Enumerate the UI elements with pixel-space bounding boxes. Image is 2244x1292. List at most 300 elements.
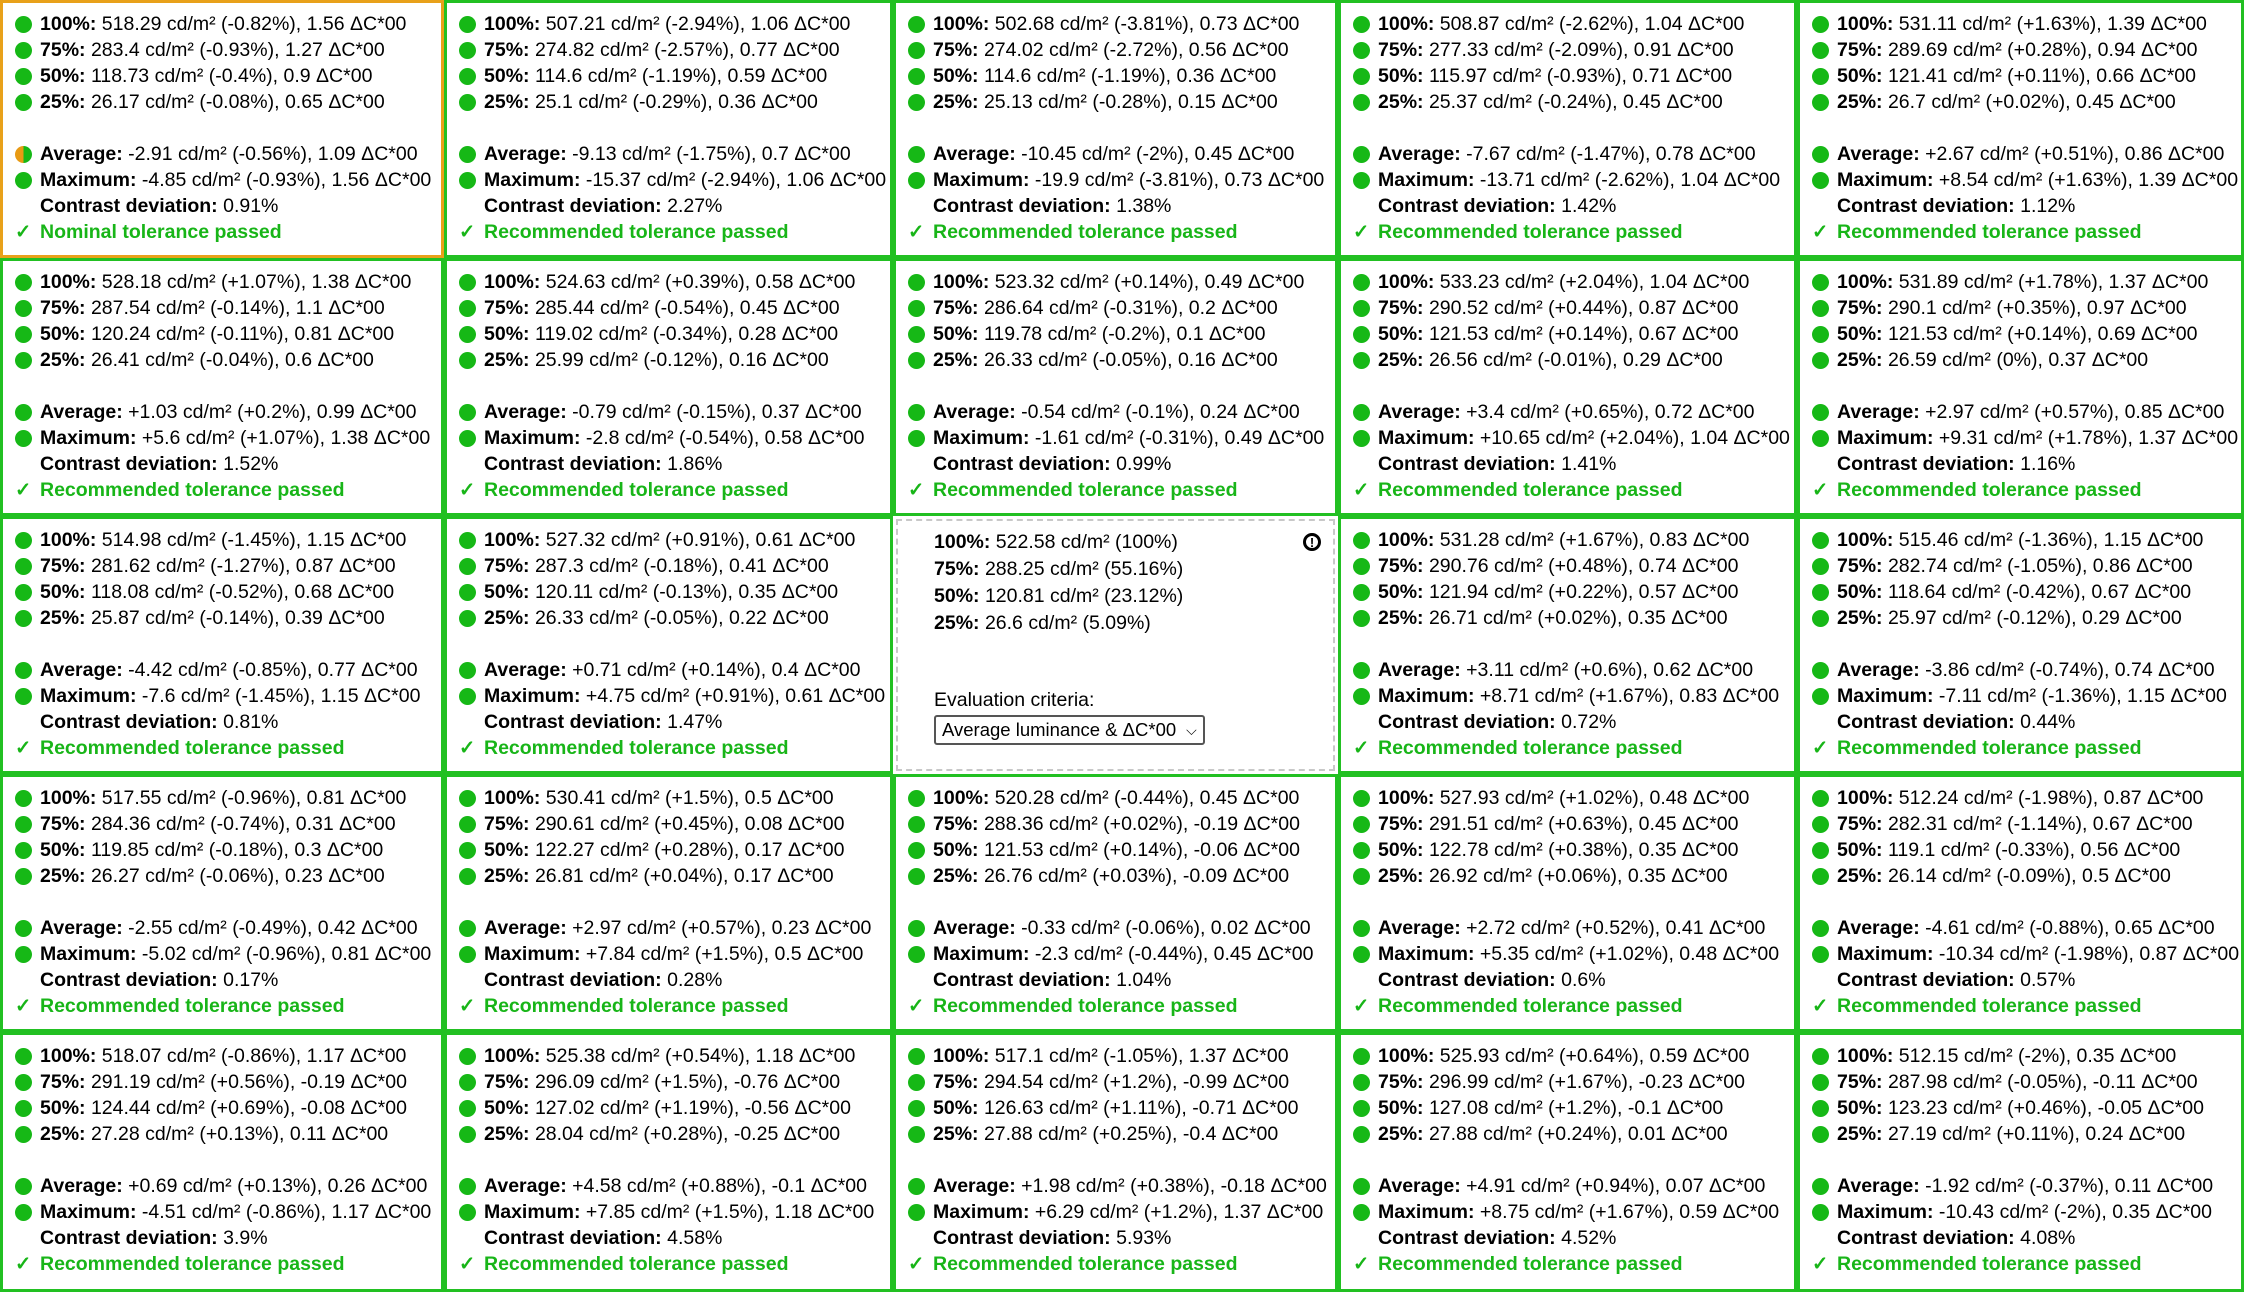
row-100 xyxy=(1353,785,1794,811)
average-value: -0.33 cd/m² (-0.06%), 0.02 ΔC*00 xyxy=(1021,917,1311,939)
status-dot-icon xyxy=(15,946,32,963)
status-dot-icon xyxy=(908,146,925,163)
row-25-value: 26.41 cd/m² (-0.04%), 0.6 ΔC*00 xyxy=(90,349,374,371)
row-75-label: 75%: xyxy=(933,39,979,61)
tolerance-status xyxy=(15,993,441,1019)
row-50-label: 50%: xyxy=(933,65,979,87)
contrast-row xyxy=(459,709,890,735)
check-icon: ✓ xyxy=(459,1253,476,1275)
tolerance-status xyxy=(1353,477,1794,503)
maximum-value: +7.85 cd/m² (+1.5%), 1.18 ΔC*00 xyxy=(585,1201,875,1223)
row-75 xyxy=(908,1069,1335,1095)
row-50 xyxy=(459,579,890,605)
row-50-label: 50%: xyxy=(1378,581,1424,603)
row-100-label: 100%: xyxy=(40,13,97,35)
row-50 xyxy=(1353,63,1794,89)
row-100-label: 100%: xyxy=(1378,529,1435,551)
status-dot-icon xyxy=(459,326,476,343)
row-100-value: 523.32 cd/m² (+0.14%), 0.49 ΔC*00 xyxy=(994,271,1305,293)
info-icon[interactable]: ! xyxy=(1303,533,1321,551)
row-100-label: 100%: xyxy=(40,529,97,551)
row-25-label: 25%: xyxy=(1837,1123,1883,1145)
average-row xyxy=(459,657,890,683)
row-75-value: 290.52 cd/m² (+0.44%), 0.87 ΔC*00 xyxy=(1428,297,1739,319)
status-dot-icon xyxy=(1353,326,1370,343)
maximum-label: Maximum: xyxy=(484,169,581,191)
row-75 xyxy=(908,295,1335,321)
row-100-value: 533.23 cd/m² (+2.04%), 1.04 ΔC*00 xyxy=(1439,271,1750,293)
status-dot-icon xyxy=(1353,946,1370,963)
tolerance-status xyxy=(15,477,441,503)
maximum-value: +8.75 cd/m² (+1.67%), 0.59 ΔC*00 xyxy=(1479,1201,1780,1223)
row-50-label: 50%: xyxy=(40,1097,86,1119)
row-75 xyxy=(15,1069,441,1095)
contrast-label: Contrast deviation: xyxy=(1378,195,1556,217)
row-50-value: 119.85 cd/m² (-0.18%), 0.3 ΔC*00 xyxy=(90,839,384,861)
contrast-row xyxy=(15,709,441,735)
grid-cell-12 xyxy=(444,516,893,774)
tolerance-status-text: Recommended tolerance passed xyxy=(484,221,789,243)
row-100-value: 527.32 cd/m² (+0.91%), 0.61 ΔC*00 xyxy=(545,529,856,551)
row-75 xyxy=(908,37,1335,63)
tolerance-status xyxy=(15,219,441,245)
status-dot-icon xyxy=(1812,274,1829,291)
status-dot-icon xyxy=(459,146,476,163)
maximum-label: Maximum: xyxy=(484,427,581,449)
row-100-label: 100%: xyxy=(40,1045,97,1067)
average-value: -7.67 cd/m² (-1.47%), 0.78 ΔC*00 xyxy=(1466,143,1756,165)
row-25-label: 25%: xyxy=(1378,1123,1424,1145)
status-dot-icon xyxy=(1353,532,1370,549)
maximum-label: Maximum: xyxy=(1378,943,1475,965)
row-50 xyxy=(1353,321,1794,347)
status-dot-icon xyxy=(15,68,32,85)
status-dot-icon xyxy=(1812,94,1829,111)
contrast-label: Contrast deviation: xyxy=(1378,1227,1556,1249)
row-25 xyxy=(908,1121,1335,1147)
tolerance-status xyxy=(1353,735,1794,761)
ref-row-75 xyxy=(934,556,1333,583)
average-label: Average: xyxy=(40,659,123,681)
contrast-row xyxy=(1812,193,2241,219)
average-value: -0.54 cd/m² (-0.1%), 0.24 ΔC*00 xyxy=(1021,401,1300,423)
ref-row-100 xyxy=(934,529,1333,556)
status-dot-icon xyxy=(1353,688,1370,705)
row-75 xyxy=(15,553,441,579)
check-icon: ✓ xyxy=(908,221,925,243)
contrast-value: 4.58% xyxy=(667,1227,723,1249)
contrast-value: 0.6% xyxy=(1561,969,1606,991)
row-100-value: 525.38 cd/m² (+0.54%), 1.18 ΔC*00 xyxy=(545,1045,856,1067)
row-50-label: 50%: xyxy=(1837,581,1883,603)
status-dot-icon xyxy=(1812,946,1829,963)
row-100-value: 512.15 cd/m² (-2%), 0.35 ΔC*00 xyxy=(1898,1045,2177,1067)
check-icon: ✓ xyxy=(15,995,32,1017)
check-icon: ✓ xyxy=(1353,479,1370,501)
average-value: -10.45 cd/m² (-2%), 0.45 ΔC*00 xyxy=(1021,143,1295,165)
row-50-value: 127.08 cd/m² (+1.2%), -0.1 ΔC*00 xyxy=(1428,1097,1724,1119)
contrast-row xyxy=(908,1225,1335,1251)
check-icon: ✓ xyxy=(1353,737,1370,759)
grid-cell-6 xyxy=(0,258,444,516)
row-75 xyxy=(15,295,441,321)
row-75 xyxy=(1353,1069,1794,1095)
row-25-label: 25%: xyxy=(1378,91,1424,113)
grid-cell-1 xyxy=(0,0,444,258)
row-100 xyxy=(459,11,890,37)
row-50 xyxy=(459,63,890,89)
row-50 xyxy=(15,837,441,863)
average-label: Average: xyxy=(933,401,1016,423)
row-25 xyxy=(15,347,441,373)
tolerance-status xyxy=(908,219,1335,245)
row-100 xyxy=(908,11,1335,37)
row-25-value: 25.1 cd/m² (-0.29%), 0.36 ΔC*00 xyxy=(534,91,818,113)
contrast-row xyxy=(1353,1225,1794,1251)
average-row xyxy=(15,1173,441,1199)
row-25 xyxy=(1812,347,2241,373)
contrast-value: 1.16% xyxy=(2020,453,2076,475)
row-100 xyxy=(15,269,441,295)
row-25-label: 25%: xyxy=(1837,865,1883,887)
row-50-value: 123.23 cd/m² (+0.46%), -0.05 ΔC*00 xyxy=(1887,1097,2204,1119)
average-label: Average: xyxy=(40,917,123,939)
row-100 xyxy=(908,269,1335,295)
row-75 xyxy=(1353,37,1794,63)
average-label: Average: xyxy=(933,1175,1016,1197)
status-dot-icon xyxy=(1812,16,1829,33)
row-100-value: 531.11 cd/m² (+1.63%), 1.39 ΔC*00 xyxy=(1898,13,2207,35)
status-dot-icon xyxy=(1812,326,1829,343)
status-dot-icon xyxy=(15,1178,32,1195)
maximum-value: +5.6 cd/m² (+1.07%), 1.38 ΔC*00 xyxy=(141,427,431,449)
row-100-value: 515.46 cd/m² (-1.36%), 1.15 ΔC*00 xyxy=(1898,529,2204,551)
contrast-label: Contrast deviation: xyxy=(1837,711,2015,733)
row-50-value: 118.64 cd/m² (-0.42%), 0.67 ΔC*00 xyxy=(1887,581,2192,603)
status-dot-icon xyxy=(908,816,925,833)
maximum-label: Maximum: xyxy=(484,685,581,707)
grid-cell-8 xyxy=(893,258,1338,516)
contrast-row xyxy=(15,451,441,477)
status-dot-icon xyxy=(908,920,925,937)
status-dot-icon xyxy=(1353,662,1370,679)
maximum-value: -2.3 cd/m² (-0.44%), 0.45 ΔC*00 xyxy=(1034,943,1314,965)
status-dot-icon xyxy=(1812,172,1829,189)
row-25-value: 26.7 cd/m² (+0.02%), 0.45 ΔC*00 xyxy=(1887,91,2176,113)
status-dot-icon xyxy=(1353,16,1370,33)
status-dot-icon xyxy=(1812,1048,1829,1065)
average-label: Average: xyxy=(1378,659,1461,681)
average-label: Average: xyxy=(933,143,1016,165)
status-dot-icon xyxy=(459,662,476,679)
row-100 xyxy=(1812,785,2241,811)
row-100-label: 100%: xyxy=(484,1045,541,1067)
status-dot-icon xyxy=(1353,146,1370,163)
ref-25-label: 25%: xyxy=(934,612,980,634)
row-100-value: 525.93 cd/m² (+0.64%), 0.59 ΔC*00 xyxy=(1439,1045,1750,1067)
maximum-row xyxy=(1353,1199,1794,1225)
row-25-label: 25%: xyxy=(1378,607,1424,629)
ref-100-label: 100%: xyxy=(934,531,991,553)
row-50-value: 124.44 cd/m² (+0.69%), -0.08 ΔC*00 xyxy=(90,1097,407,1119)
status-dot-icon xyxy=(15,430,32,447)
status-dot-icon xyxy=(908,946,925,963)
row-75-value: 285.44 cd/m² (-0.54%), 0.45 ΔC*00 xyxy=(534,297,840,319)
row-100 xyxy=(1812,269,2241,295)
row-75 xyxy=(459,553,890,579)
row-75-value: 291.51 cd/m² (+0.63%), 0.45 ΔC*00 xyxy=(1428,813,1739,835)
average-label: Average: xyxy=(1837,659,1920,681)
maximum-value: +4.75 cd/m² (+0.91%), 0.61 ΔC*00 xyxy=(585,685,886,707)
maximum-row xyxy=(459,941,890,967)
status-dot-icon xyxy=(1812,404,1829,421)
row-50-label: 50%: xyxy=(1837,1097,1883,1119)
row-75-label: 75%: xyxy=(1837,813,1883,835)
row-25-label: 25%: xyxy=(933,91,979,113)
row-50 xyxy=(459,321,890,347)
average-row xyxy=(459,399,890,425)
average-label: Average: xyxy=(484,917,567,939)
row-100-label: 100%: xyxy=(484,529,541,551)
maximum-row xyxy=(1353,425,1794,451)
row-50-value: 122.78 cd/m² (+0.38%), 0.35 ΔC*00 xyxy=(1428,839,1739,861)
average-value: +0.69 cd/m² (+0.13%), 0.26 ΔC*00 xyxy=(128,1175,428,1197)
status-dot-icon xyxy=(459,94,476,111)
tolerance-status-text: Recommended tolerance passed xyxy=(40,479,345,501)
ref-50-label: 50%: xyxy=(934,585,980,607)
maximum-value: +5.35 cd/m² (+1.02%), 0.48 ΔC*00 xyxy=(1479,943,1780,965)
row-100-value: 512.24 cd/m² (-1.98%), 0.87 ΔC*00 xyxy=(1898,787,2204,809)
row-100-label: 100%: xyxy=(1378,271,1435,293)
row-75 xyxy=(15,811,441,837)
maximum-row xyxy=(1812,1199,2241,1225)
row-50-label: 50%: xyxy=(484,1097,530,1119)
evaluation-criteria-select[interactable] xyxy=(934,715,1205,745)
status-dot-icon xyxy=(1812,146,1829,163)
row-75-value: 277.33 cd/m² (-2.09%), 0.91 ΔC*00 xyxy=(1428,39,1734,61)
row-100-value: 508.87 cd/m² (-2.62%), 1.04 ΔC*00 xyxy=(1439,13,1745,35)
row-25-label: 25%: xyxy=(1837,607,1883,629)
row-50-label: 50%: xyxy=(1378,839,1424,861)
grid-cell-5 xyxy=(1797,0,2244,258)
maximum-label: Maximum: xyxy=(40,169,137,191)
row-75-label: 75%: xyxy=(1837,297,1883,319)
grid-cell-10 xyxy=(1797,258,2244,516)
status-dot-icon xyxy=(15,584,32,601)
average-row xyxy=(1812,399,2241,425)
status-dot-icon xyxy=(1353,1126,1370,1143)
row-100-label: 100%: xyxy=(933,13,990,35)
contrast-value: 0.44% xyxy=(2020,711,2076,733)
row-100-label: 100%: xyxy=(1837,529,1894,551)
contrast-value: 0.91% xyxy=(223,195,279,217)
contrast-row xyxy=(908,967,1335,993)
contrast-row xyxy=(1812,967,2241,993)
contrast-label: Contrast deviation: xyxy=(484,195,662,217)
row-75-value: 291.19 cd/m² (+0.56%), -0.19 ΔC*00 xyxy=(90,1071,407,1093)
contrast-value: 1.52% xyxy=(223,453,279,475)
average-row xyxy=(1353,657,1794,683)
check-icon: ✓ xyxy=(908,479,925,501)
maximum-value: -4.51 cd/m² (-0.86%), 1.17 ΔC*00 xyxy=(141,1201,432,1223)
status-dot-icon xyxy=(459,300,476,317)
maximum-row xyxy=(459,167,890,193)
row-50-value: 119.02 cd/m² (-0.34%), 0.28 ΔC*00 xyxy=(534,323,839,345)
maximum-label: Maximum: xyxy=(40,1201,137,1223)
check-icon: ✓ xyxy=(1812,1253,1829,1275)
status-dot-icon xyxy=(1812,1074,1829,1091)
status-dot-icon xyxy=(1353,42,1370,59)
row-25-label: 25%: xyxy=(484,1123,530,1145)
average-row xyxy=(1353,915,1794,941)
row-75-label: 75%: xyxy=(40,1071,86,1093)
contrast-value: 1.04% xyxy=(1116,969,1172,991)
row-100-value: 518.07 cd/m² (-0.86%), 1.17 ΔC*00 xyxy=(101,1045,407,1067)
maximum-label: Maximum: xyxy=(1837,169,1934,191)
row-75 xyxy=(908,811,1335,837)
row-25 xyxy=(1353,89,1794,115)
grid-cell-21 xyxy=(0,1032,444,1292)
row-75-value: 287.98 cd/m² (-0.05%), -0.11 ΔC*00 xyxy=(1887,1071,2198,1093)
grid-cell-22 xyxy=(444,1032,893,1292)
row-25-value: 27.19 cd/m² (+0.11%), 0.24 ΔC*00 xyxy=(1887,1123,2186,1145)
status-dot-icon xyxy=(15,326,32,343)
maximum-row xyxy=(1812,167,2241,193)
contrast-value: 0.81% xyxy=(223,711,279,733)
status-dot-icon xyxy=(1353,274,1370,291)
status-dot-icon xyxy=(459,1100,476,1117)
maximum-value: -13.71 cd/m² (-2.62%), 1.04 ΔC*00 xyxy=(1479,169,1781,191)
status-dot-icon xyxy=(15,868,32,885)
row-75 xyxy=(1812,811,2241,837)
row-100 xyxy=(15,527,441,553)
contrast-row xyxy=(1353,709,1794,735)
check-icon: ✓ xyxy=(1353,1253,1370,1275)
tolerance-status xyxy=(459,477,890,503)
maximum-label: Maximum: xyxy=(1837,1201,1934,1223)
status-dot-icon xyxy=(459,1048,476,1065)
check-icon: ✓ xyxy=(15,1253,32,1275)
row-100-value: 528.18 cd/m² (+1.07%), 1.38 ΔC*00 xyxy=(101,271,412,293)
contrast-row xyxy=(908,451,1335,477)
maximum-value: +8.54 cd/m² (+1.63%), 1.39 ΔC*00 xyxy=(1938,169,2239,191)
check-icon: ✓ xyxy=(1353,995,1370,1017)
maximum-label: Maximum: xyxy=(933,169,1030,191)
grid-cell-16 xyxy=(0,774,444,1032)
row-75 xyxy=(1353,553,1794,579)
row-25-label: 25%: xyxy=(933,1123,979,1145)
maximum-label: Maximum: xyxy=(40,943,137,965)
tolerance-status-text: Recommended tolerance passed xyxy=(484,995,789,1017)
grid-cell-18 xyxy=(893,774,1338,1032)
contrast-row xyxy=(459,193,890,219)
row-50-value: 121.53 cd/m² (+0.14%), 0.69 ΔC*00 xyxy=(1887,323,2198,345)
row-25 xyxy=(1812,89,2241,115)
row-50-label: 50%: xyxy=(1837,839,1883,861)
average-label: Average: xyxy=(1378,401,1461,423)
tolerance-status xyxy=(15,735,441,761)
row-100-value: 517.55 cd/m² (-0.96%), 0.81 ΔC*00 xyxy=(101,787,407,809)
maximum-value: +7.84 cd/m² (+1.5%), 0.5 ΔC*00 xyxy=(585,943,864,965)
tolerance-status-text: Recommended tolerance passed xyxy=(1837,221,2142,243)
row-100-label: 100%: xyxy=(40,271,97,293)
status-dot-icon xyxy=(908,300,925,317)
status-dot-icon xyxy=(459,842,476,859)
maximum-row xyxy=(15,167,441,193)
maximum-label: Maximum: xyxy=(933,1201,1030,1223)
row-50-label: 50%: xyxy=(40,65,86,87)
row-75 xyxy=(15,37,441,63)
status-dot-icon xyxy=(459,868,476,885)
row-50 xyxy=(15,579,441,605)
status-dot-icon xyxy=(1353,790,1370,807)
maximum-row xyxy=(15,941,441,967)
row-25-label: 25%: xyxy=(40,349,86,371)
average-label: Average: xyxy=(1837,401,1920,423)
row-100 xyxy=(1812,11,2241,37)
check-icon: ✓ xyxy=(15,479,32,501)
tolerance-status-text: Recommended tolerance passed xyxy=(40,1253,345,1275)
status-dot-icon xyxy=(15,1100,32,1117)
status-dot-icon xyxy=(459,790,476,807)
average-row xyxy=(15,399,441,425)
row-75 xyxy=(1812,37,2241,63)
average-label: Average: xyxy=(484,659,567,681)
average-row xyxy=(1353,1173,1794,1199)
grid-cell-20 xyxy=(1797,774,2244,1032)
row-75-value: 274.82 cd/m² (-2.57%), 0.77 ΔC*00 xyxy=(534,39,840,61)
row-75-label: 75%: xyxy=(933,813,979,835)
status-dot-icon xyxy=(908,1204,925,1221)
contrast-row xyxy=(15,967,441,993)
row-50 xyxy=(1353,579,1794,605)
contrast-value: 0.28% xyxy=(667,969,723,991)
row-25-value: 26.59 cd/m² (0%), 0.37 ΔC*00 xyxy=(1887,349,2149,371)
status-dot-icon xyxy=(15,610,32,627)
maximum-row xyxy=(15,1199,441,1225)
row-25 xyxy=(459,89,890,115)
contrast-value: 4.08% xyxy=(2020,1227,2076,1249)
tolerance-status-text: Recommended tolerance passed xyxy=(933,221,1238,243)
contrast-value: 5.93% xyxy=(1116,1227,1172,1249)
contrast-value: 1.42% xyxy=(1561,195,1617,217)
status-dot-icon xyxy=(15,920,32,937)
row-25-value: 27.88 cd/m² (+0.25%), -0.4 ΔC*00 xyxy=(983,1123,1279,1145)
status-dot-icon xyxy=(908,94,925,111)
tolerance-status-text: Recommended tolerance passed xyxy=(484,479,789,501)
contrast-row xyxy=(459,1225,890,1251)
status-dot-icon xyxy=(459,1204,476,1221)
maximum-row xyxy=(1812,941,2241,967)
row-100 xyxy=(15,785,441,811)
contrast-label: Contrast deviation: xyxy=(40,195,218,217)
row-50-value: 121.53 cd/m² (+0.14%), 0.67 ΔC*00 xyxy=(1428,323,1739,345)
grid-cell-17 xyxy=(444,774,893,1032)
status-dot-icon xyxy=(1353,430,1370,447)
check-icon: ✓ xyxy=(459,221,476,243)
ref-25-value: 26.6 cd/m² (5.09%) xyxy=(984,612,1151,634)
row-100-value: 527.93 cd/m² (+1.02%), 0.48 ΔC*00 xyxy=(1439,787,1750,809)
row-25 xyxy=(15,605,441,631)
row-75-label: 75%: xyxy=(40,297,86,319)
row-50-value: 118.73 cd/m² (-0.4%), 0.9 ΔC*00 xyxy=(90,65,373,87)
row-50-label: 50%: xyxy=(40,323,86,345)
status-dot-icon xyxy=(1353,610,1370,627)
maximum-row xyxy=(15,683,441,709)
status-dot-icon xyxy=(15,300,32,317)
contrast-value: 0.57% xyxy=(2020,969,2076,991)
status-dot-icon xyxy=(908,430,925,447)
